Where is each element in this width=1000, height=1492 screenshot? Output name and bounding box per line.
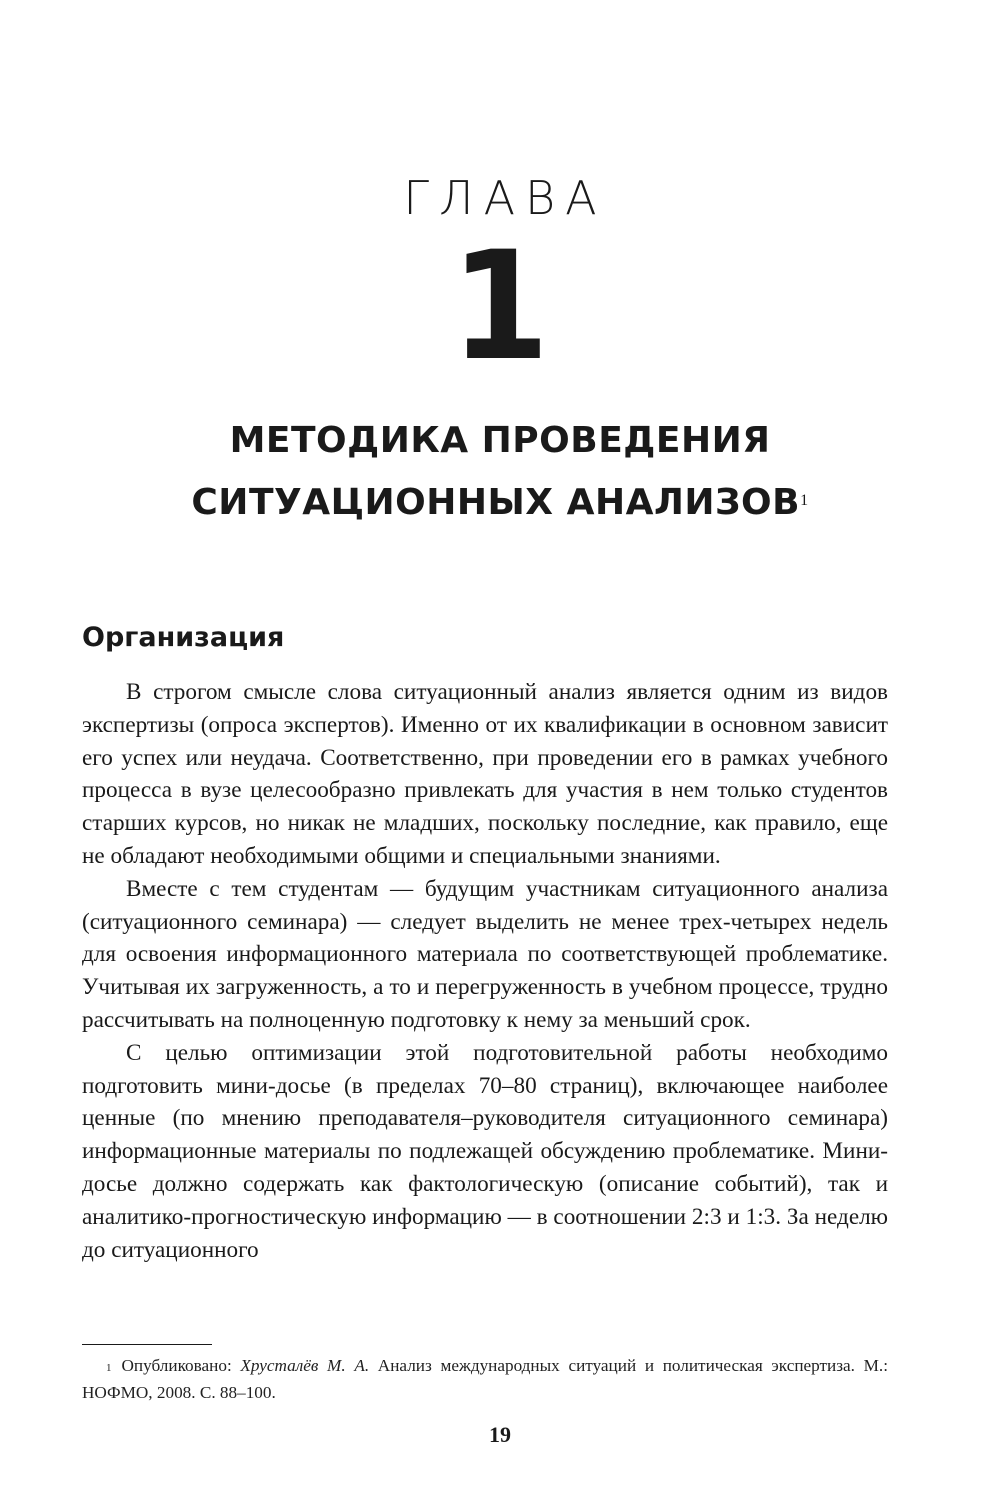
paragraph-2: Вместе с тем студентам — будущим участникам ситуационного анализа (ситуационного семинара) — следует выделить не менее трех-четырех недель для освоения информационного материала по соответствующей проблематике. Учитывая их загруженность, а то и перегруженность в учебном процессе, трудно рассчитывать на полноценную подготовку к нему за меньший срок. <box>82 875 888 1033</box>
section-heading: Организация <box>82 622 285 653</box>
footnote-prefix: Опубликовано: <box>121 1356 241 1375</box>
chapter-title-line-2-text: СИТУАЦИОННЫХ АНАЛИЗОВ <box>191 482 801 523</box>
footnote-mark: 1 <box>106 1362 112 1374</box>
chapter-title <box>0 410 1000 534</box>
chapter-label: ГЛАВА <box>403 171 607 225</box>
footnote-author: Хрусталёв М. А. <box>240 1356 370 1375</box>
page-number: 19 <box>489 1422 511 1447</box>
chapter-title-footnote-mark[interactable]: 1 <box>800 492 809 509</box>
chapter-title-line-1: МЕТОДИКА ПРОВЕДЕНИЯ <box>229 420 771 461</box>
footnote-divider <box>82 1344 212 1345</box>
footnote-text: Анализ международных ситуаций и политическая экспертиза. М.: НОФМО, 2008. С. 88–100. <box>82 1356 888 1402</box>
chapter-title-line-2 <box>0 472 1000 534</box>
paragraph-3: С целью оптимизации этой подготовительной работы необходимо подготовить мини-досье (в пределах 70–80 страниц), включающее наиболее ценные (по мнению преподавателя–руководителя ситуационного семинара) информационные материалы по подлежащей обсуждению проблематике. Мини-досье должно содержать как фактологическую (описание событий), так и аналитико-прогностическую информацию — в соотношении 2:3 и 1:3. За неделю до ситуационного <box>82 1039 888 1263</box>
footnote <box>82 1352 888 1406</box>
paragraph-1: В строгом смысле слова ситуационный анализ является одним из видов экспертизы (опроса экспертов). Именно от их квалификации в основном зависит его успех или неудача. Соответственно, при проведении его в рамках учебного процесса в вузе целесообразно привлекать для участия в нем только студентов старших курсов, но никак не младших, поскольку последние, как правило, еще не обладают необходимыми общими и специальными знаниями. <box>82 679 888 869</box>
chapter-number: 1 <box>450 220 550 394</box>
body-text <box>82 676 888 1266</box>
